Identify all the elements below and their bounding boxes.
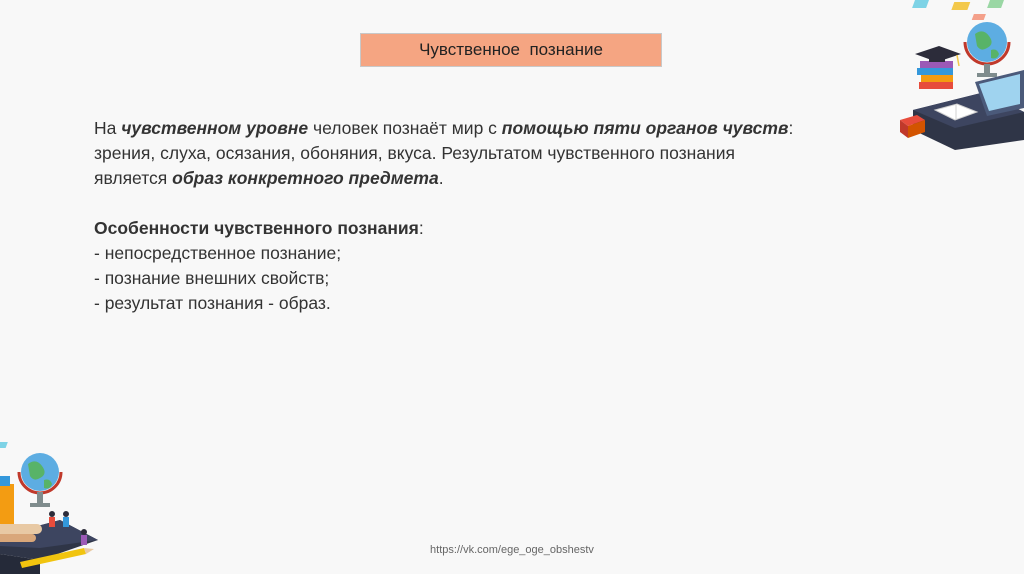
education-illustration-top-right — [895, 0, 1024, 150]
text-fragment: является — [94, 168, 173, 188]
text-fragment: . — [438, 168, 444, 188]
emphasis-five-senses: помощью пяти органов чувств — [501, 118, 789, 138]
emphasis-sensory-level: чувственном уровне — [121, 118, 309, 138]
emphasis-concrete-image: образ конкретного предмета — [172, 168, 439, 188]
feature-item: - познание внешних свойств; — [94, 268, 330, 288]
paragraph-senses-line3 — [94, 166, 884, 191]
feature-item: - непосредственное познание; — [94, 243, 342, 263]
features-heading-text: Особенности чувственного познания — [94, 218, 419, 238]
features-heading — [94, 216, 884, 241]
paragraph-senses — [94, 116, 884, 141]
text-fragment: : — [788, 118, 794, 138]
slide-body — [94, 116, 884, 316]
text-fragment: : — [418, 218, 424, 238]
text-fragment: человек познаёт мир с — [308, 118, 502, 138]
text-fragment: На — [94, 118, 122, 138]
paragraph-senses-line2: зрения, слуха, осязания, обоняния, вкуса. Результатом чувственного познания — [94, 143, 735, 163]
spacer — [94, 191, 884, 216]
footer-url[interactable]: https://vk.com/ege_oge_obshestv — [430, 544, 594, 556]
feature-item: - результат познания - образ. — [94, 293, 331, 313]
slide-title: Чувственное познание — [360, 33, 662, 67]
